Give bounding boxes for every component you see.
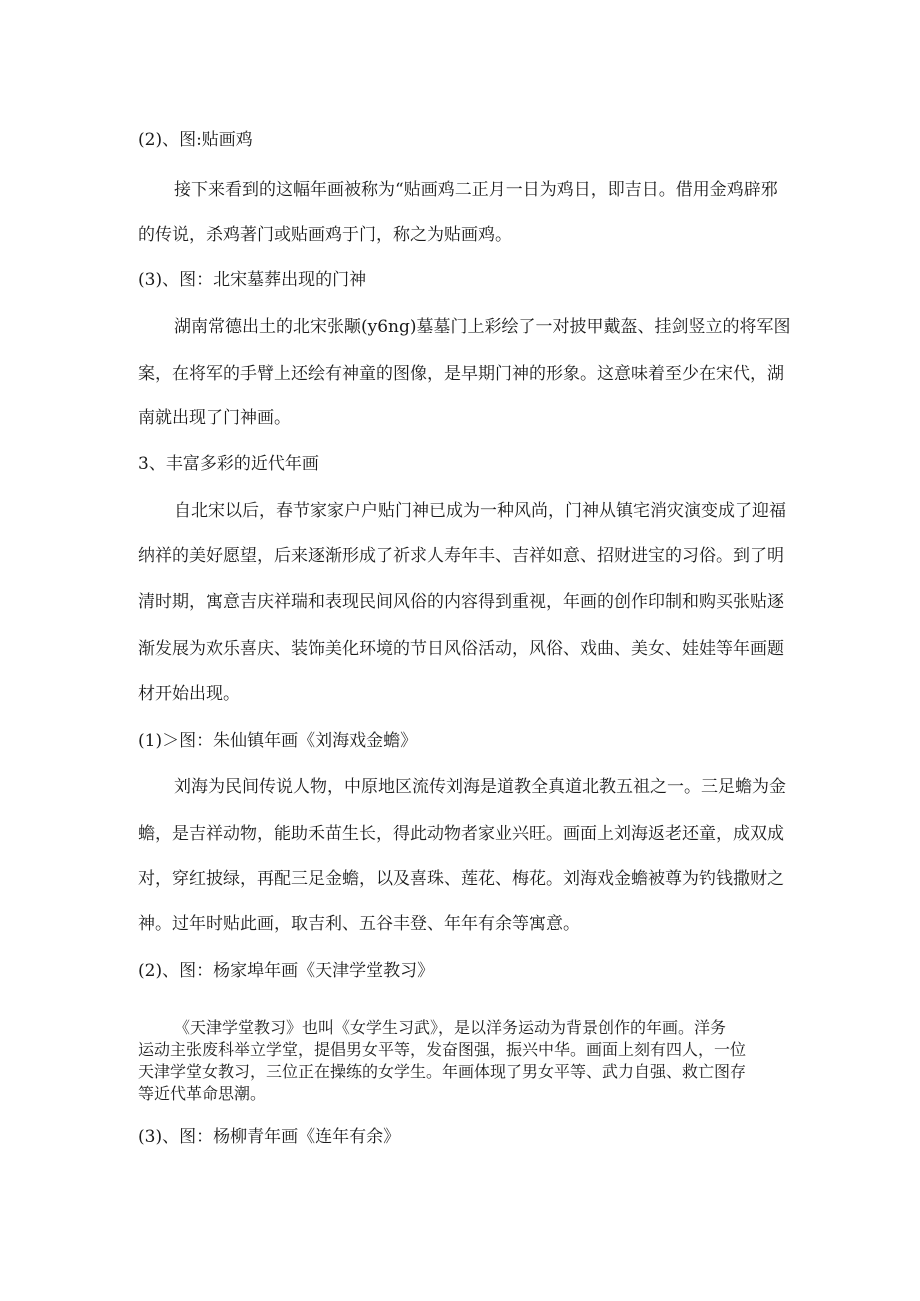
heading-yangliuqing-painting: (3)、图：杨柳青年画《连年有余》 bbox=[138, 1127, 401, 1147]
paragraph-line: 渐发展为欢乐喜庆、装饰美化环境的节日风俗活动，风俗、戏曲、美女、娃娃等年画题 bbox=[138, 639, 784, 659]
paragraph-line: 蟾，是吉祥动物，能助禾苗生长，得此动物者家业兴旺。画面上刘海返老还童，成双成 bbox=[138, 824, 784, 844]
paragraph-line: 接下来看到的这幅年画被称为“贴画鸡二正月一日为鸡日，即吉日。借用金鸡辟邪 bbox=[174, 180, 778, 200]
paragraph-line: 纳祥的美好愿望，后来逐渐形成了祈求人寿年丰、吉祥如意、招财进宝的习俗。到了明 bbox=[138, 546, 784, 566]
paragraph-line: 《天津学堂教习》也叫《女学生习武》，是以洋务运动为背景创作的年画。洋务 bbox=[174, 1018, 727, 1037]
paragraph-line: 自北宋以后，春节家家户户贴门神已成为一种风尚，门神从镇宅消灾演变成了迎福 bbox=[174, 501, 786, 521]
paragraph-line: 案，在将军的手臂上还绘有神童的图像，是早期门神的形象。这意味着至少在宋代，湖 bbox=[138, 364, 784, 384]
heading-yangjiabu-painting: (2)、图：杨家埠年画《天津学堂教习》 bbox=[138, 961, 435, 981]
heading-zhuxianzhen-painting: (1)＞图：朱仙镇年画《刘海戏金蟾》 bbox=[138, 731, 418, 751]
paragraph-line: 清时期，寓意吉庆祥瑞和表现民间风俗的内容得到重视，年画的创作印制和购买张贴逐 bbox=[138, 592, 784, 612]
paragraph-line: 材开始出现。 bbox=[138, 684, 240, 704]
paragraph-line: 刘海为民间传说人物，中原地区流传刘海是道教全真道北教五祖之一。三足蟾为金 bbox=[174, 777, 786, 797]
heading-modern-new-year-pictures: 3、丰富多彩的近代年画 bbox=[138, 454, 319, 474]
paragraph-line: 的传说，杀鸡著门或贴画鸡于门，称之为贴画鸡。 bbox=[138, 225, 512, 245]
heading-north-song-door-god: (3)、图：北宋墓葬出现的门神 bbox=[138, 270, 367, 290]
heading-tie-hua-ji: (2)、图:贴画鸡 bbox=[138, 130, 253, 150]
paragraph-line: 天津学堂女教习，三位正在操练的女学生。年画体现了男女平等、武力自强、救亡图存 bbox=[138, 1062, 747, 1081]
paragraph-line: 等近代革命思潮。 bbox=[138, 1084, 267, 1103]
paragraph-line: 湖南常德出土的北宋张颙(y6ng)墓墓门上彩绘了一对披甲戴盔、挂剑竖立的将军图 bbox=[174, 317, 791, 337]
paragraph-line: 对，穿红披绿，再配三足金蟾，以及喜珠、莲花、梅花。刘海戏金蟾被尊为钓钱撒财之 bbox=[138, 869, 784, 889]
paragraph-line: 南就出现了门神画。 bbox=[138, 408, 291, 428]
paragraph-line: 运动主张废科举立学堂，提倡男女平等，发奋图强，振兴中华。画面上刻有四人，一位 bbox=[138, 1040, 747, 1059]
paragraph-line: 神。过年时贴此画，取吉利、五谷丰登、年年有余等寓意。 bbox=[138, 914, 580, 934]
